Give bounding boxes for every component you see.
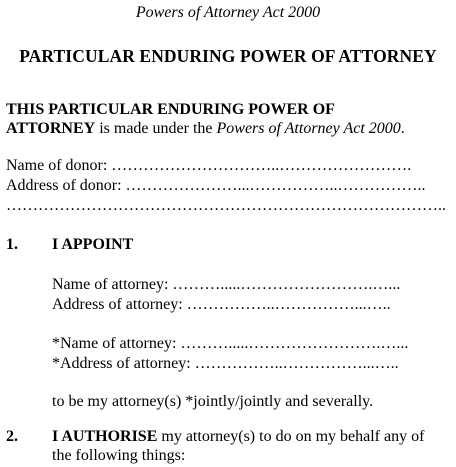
- attorney-1-address-field: Address of attorney: ……………..……………...…..: [52, 296, 391, 313]
- section-2-text-line-1: [52, 428, 424, 446]
- section-1-heading: I APPOINT: [52, 236, 134, 253]
- section-2-number: 2.: [6, 428, 18, 445]
- donor-name-field: Name of donor: …………………………..…………………….: [6, 157, 412, 174]
- section-2-text-line-2: the following things:: [52, 447, 186, 464]
- document-title: PARTICULAR ENDURING POWER OF ATTORNEY: [19, 46, 437, 66]
- donor-address-continuation: ………………………………………………………………………..: [6, 197, 446, 214]
- intro-attorney-word: ATTORNEY: [6, 120, 96, 137]
- act-header: Powers of Attorney Act 2000: [135, 4, 321, 21]
- attorney-2-address-field: *Address of attorney: ……………..……………...…..: [52, 355, 399, 372]
- donor-address-field: Address of donor: …………………...……………..……………..: [6, 177, 426, 194]
- attorney-1-name-field: Name of attorney: ……….....…………………….…...: [52, 276, 401, 293]
- intro-period: .: [400, 120, 405, 137]
- section-2-authorise-text: my attorney(s) to do on my behalf any of: [157, 428, 425, 445]
- section-2-heading: I AUTHORISE: [52, 428, 158, 445]
- appointment-closing: to be my attorney(s) *jointly/jointly and severally.: [52, 393, 374, 410]
- section-1-number: 1.: [6, 236, 18, 253]
- attorney-2-name-field: *Name of attorney: ……….....…………………….…...: [52, 335, 409, 352]
- intro-made-under: is made under the: [95, 120, 217, 137]
- intro-line-1: THIS PARTICULAR ENDURING POWER OF: [6, 101, 335, 118]
- intro-act-name: Powers of Attorney Act 2000: [216, 120, 401, 137]
- intro-line-2: [6, 120, 405, 138]
